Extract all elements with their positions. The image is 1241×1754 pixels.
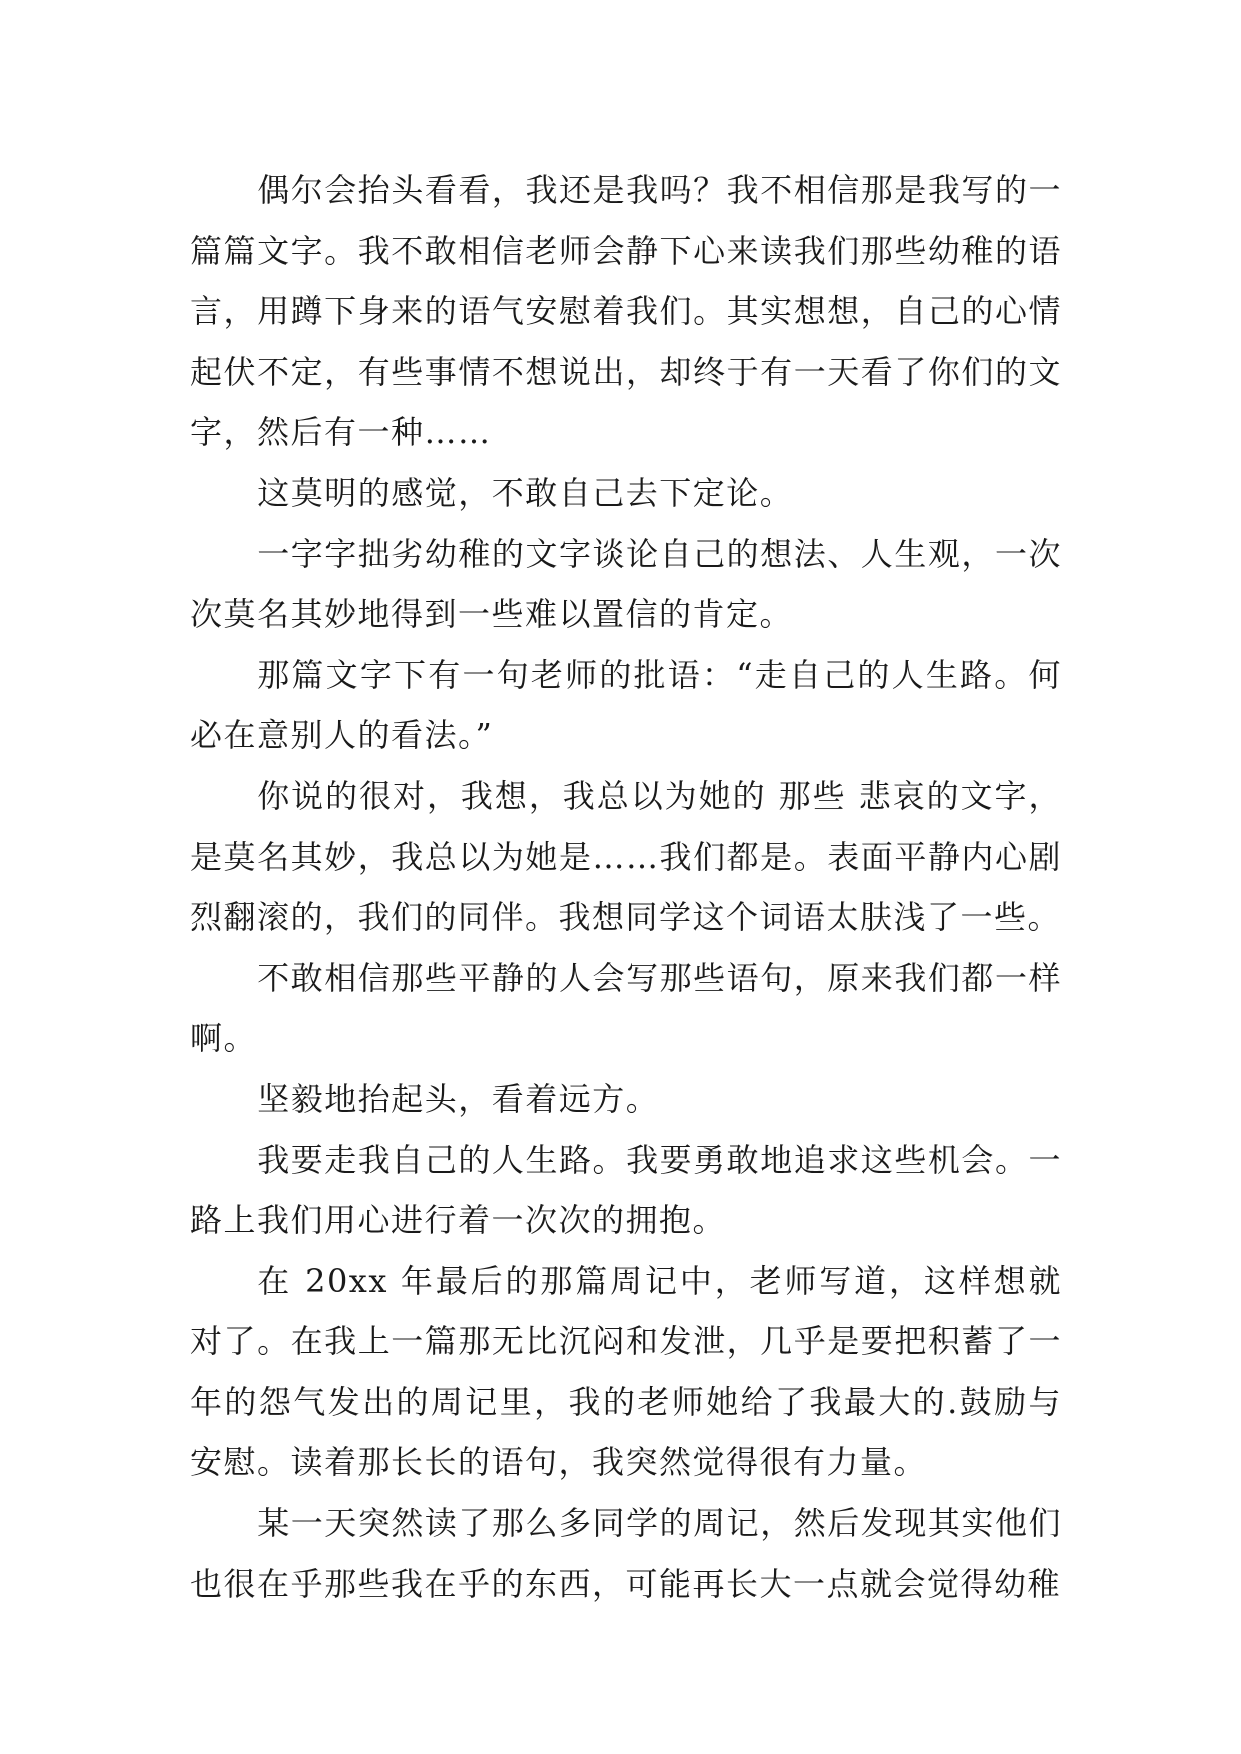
paragraph: 那篇文字下有一句老师的批语：“走自己的人生路。何必在意别人的看法。” <box>190 655 1062 755</box>
paragraph: 某一天突然读了那么多同学的周记，然后发现其实他们也很在乎那些我在乎的东西，可能再长大一点就会觉得幼稚 <box>190 1504 1062 1603</box>
paragraph: 我要走我自己的人生路。我要勇敢地追求这些机会。一路上我们用心进行着一次次的拥抱。 <box>190 1140 1062 1240</box>
paragraph: 在 20xx 年最后的那篇周记中，老师写道，这样想就对了。在我上一篇那无比沉闷和发泄，几乎是要把积蓄了一年的怨气发出的周记里，我的老师她给了我最大的.鼓励与安慰。读着那长长的语句，我突然觉得很有力量。 <box>190 1261 1062 1482</box>
document-body <box>190 160 1062 1614</box>
paragraph: 不敢相信那些平静的人会写那些语句，原来我们都一样啊。 <box>190 958 1062 1058</box>
paragraph: 一字字拙劣幼稚的文字谈论自己的想法、人生观，一次次莫名其妙地得到一些难以置信的肯定。 <box>190 534 1062 634</box>
paragraph: 坚毅地抬起头，看着远方。 <box>257 1079 660 1118</box>
paragraph: 你说的很对，我想，我总以为她的 那些 悲哀的文字，是莫名其妙，我总以为她是……我们都是。表面平静内心剧烈翻滚的，我们的同伴。我想同学这个词语太肤浅了一些。 <box>190 776 1062 937</box>
paragraph: 这莫明的感觉，不敢自己去下定论。 <box>257 473 794 512</box>
paragraph: 偶尔会抬头看看，我还是我吗？我不相信那是我写的一篇篇文字。我不敢相信老师会静下心来读我们那些幼稚的语言，用蹲下身来的语气安慰着我们。其实想想，自己的心情起伏不定，有些事情不想说出，却终于有一天看了你们的文字，然后有一种…… <box>190 171 1062 452</box>
